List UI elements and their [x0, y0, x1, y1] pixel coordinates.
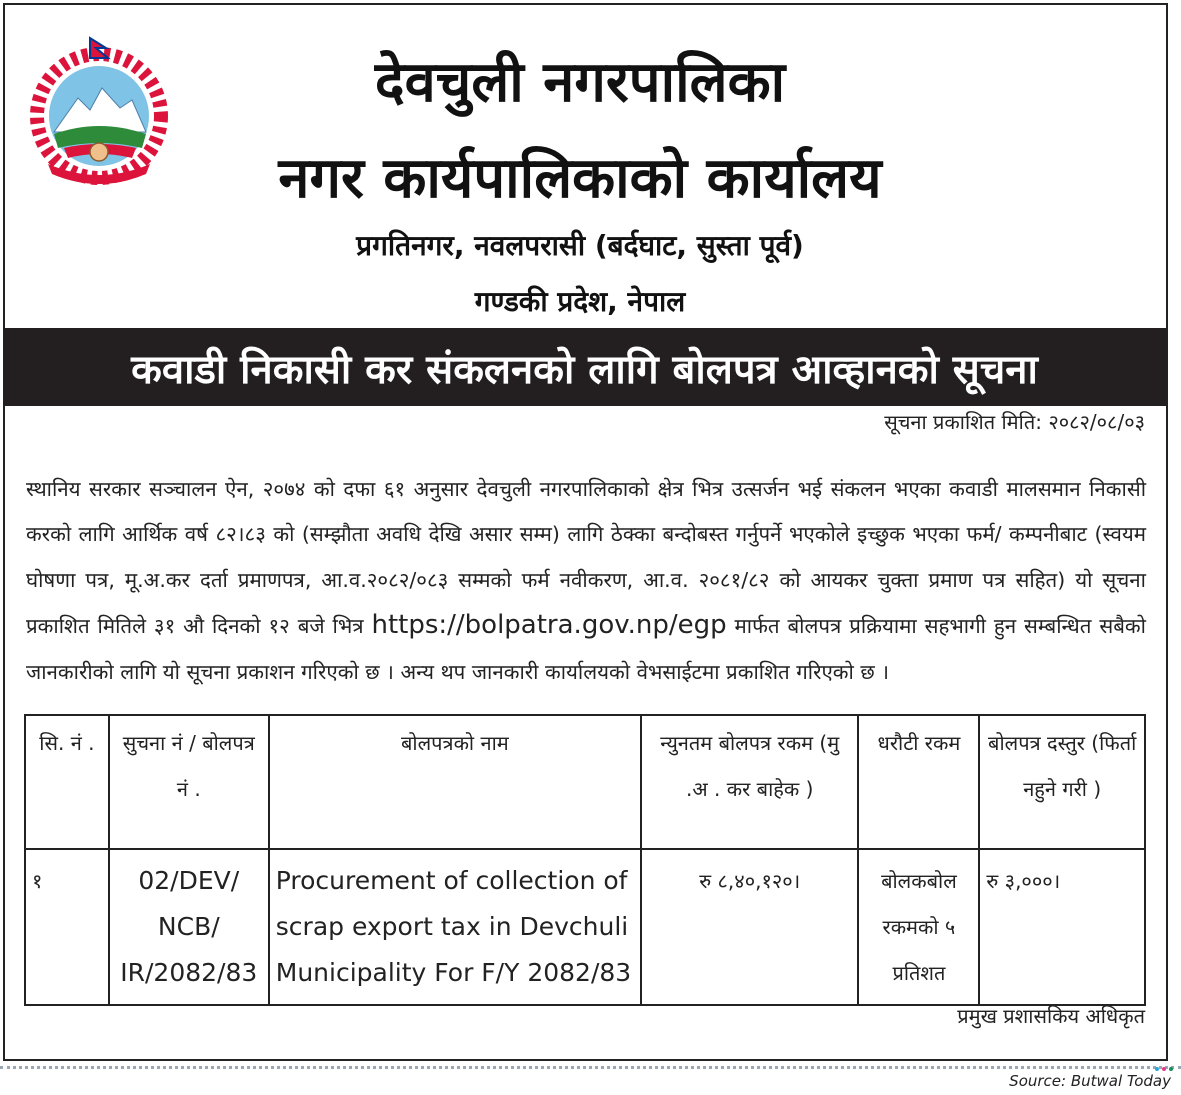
tender-table: [24, 714, 1146, 1006]
header-deposit: धरौटी रकम: [858, 715, 979, 849]
cell-notice-no: 02/DEV/ NCB/ IR/2082/83: [109, 849, 269, 1005]
header-fee: बोलपत्र दस्तुर (फिर्ता नहुने गरी ): [979, 715, 1145, 849]
header-notice-no: सुचना नं / बोलपत्र नं .: [109, 715, 269, 849]
table-header-row: [25, 715, 1145, 849]
source-credit: Source: Butwal Today: [1009, 1072, 1171, 1090]
cell-min-amount: रु ८,४०,१२०।: [641, 849, 859, 1005]
nepal-emblem-icon: [20, 36, 178, 186]
header-tender-name: बोलपत्रको नाम: [269, 715, 641, 849]
table-row: [25, 849, 1145, 1005]
footer-divider: [0, 1066, 1181, 1069]
notice-body-part1: स्थानिय सरकार सञ्चालन ऐन, २०७४ को दफा ६१ अनुसार देवचुली नगरपालिकाको क्षेत्र भित्र उत्सर्जन भई संकलन भएका कवाडी मालसमान निकासी करको लागि आर्थिक वर्ष ८२।८३ को (सम्झौता अवधि देखि असार सम्म) लागि ठेक्का बन्दोबस्त गर्नुपर्ने भएकोले इच्छुक भएका फर्म/ कम्पनीबाट (स्वयम घोषणा पत्र, मू.अ.कर दर्ता प्रमाणपत्र, आ.व.२०८२/०८३ सम्मको फर्म नवीकरण, आ.व. २०८१/८२ को आयकर चुक्ता प्रमाण पत्र सहित) यो सूचना प्रकाशित मितिले ३१ औ दिनको १२ बजे भित्र: [26, 476, 1146, 638]
cell-fee: रु ३,०००।: [979, 849, 1145, 1005]
header-sn: सि. नं .: [25, 715, 109, 849]
published-date: सूचना प्रकाशित मिति: २०८२/०८/०३: [884, 410, 1145, 434]
notice-title: कवाडी निकासी कर संकलनको लागि बोलपत्र आव्हानको सूचना: [131, 346, 1038, 393]
cell-sn: १: [25, 849, 109, 1005]
address-line: प्रगतिनगर, नवलपरासी (बर्दघाट, सुस्ता पूर्व): [356, 229, 804, 262]
office-name: नगर कार्यपालिकाको कार्यालय: [278, 146, 882, 211]
notice-title-banner: [3, 328, 1166, 406]
province-line: गण्डकी प्रदेश, नेपाल: [474, 285, 686, 318]
cell-tender-name: Procurement of collection of scrap export tax in Devchuli Municipality For F/Y 2082/83: [269, 849, 641, 1005]
egp-link[interactable]: https://bolpatra.gov.np/egp: [371, 610, 727, 640]
signatory: प्रमुख प्रशासकिय अधिकृत: [957, 1004, 1145, 1028]
cell-deposit: बोलकबोल रकमको ५ प्रतिशत: [858, 849, 979, 1005]
municipality-name: देवचुली नगरपालिका: [374, 50, 786, 115]
notice-body: [26, 467, 1146, 696]
notice-body-part2: मार्फत बोलपत्र प्रक्रियामा सहभागी हुन सम्बन्धित सबैको जानकारीको लागि यो सूचना प्रकाशन गरिएको छ । अन्य थप जानकारी कार्यालयको वेभसाईटमा प्रकाशित गरिएको छ ।: [26, 614, 1146, 684]
header-min-amount: न्युनतम बोलपत्र रकम (मु .अ . कर बाहेक ): [641, 715, 859, 849]
